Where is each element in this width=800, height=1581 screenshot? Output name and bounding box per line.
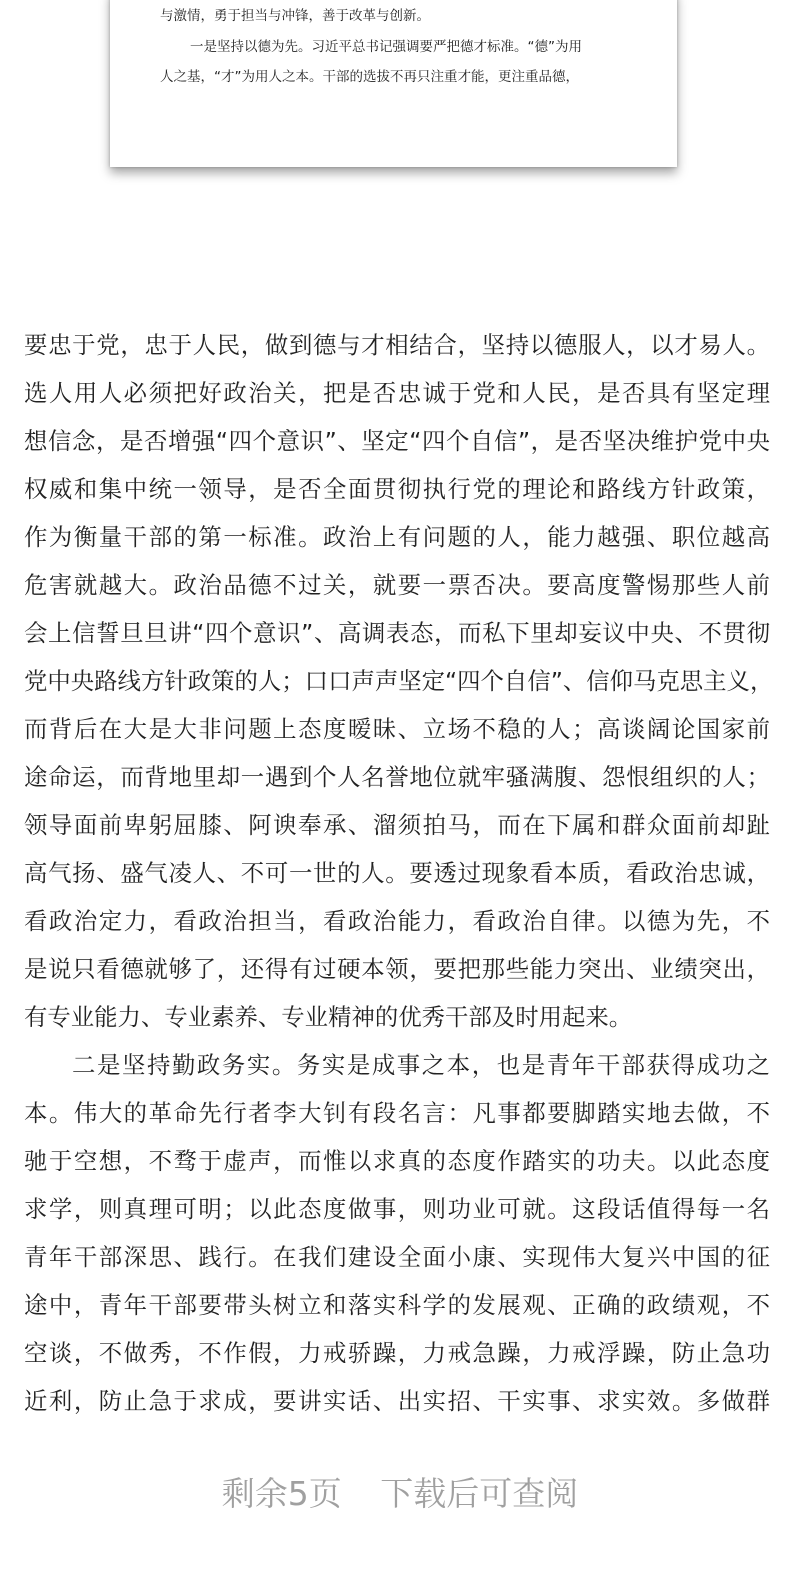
paragraph-line: 近利，防止急于求成，要讲实话、出实招、干实事、求实效。多做群	[24, 1387, 770, 1415]
paragraph-line: 要忠于党，忠于人民，做到德与才相结合，坚持以德服人，以才易人。	[24, 331, 770, 359]
paragraph-line: 空谈，不做秀，不作假，力戒骄躁，力戒急躁，力戒浮躁，防止急功	[24, 1339, 770, 1367]
paragraph-line: 危害就越大。政治品德不过关，就要一票否决。要高度警惕那些人前	[24, 571, 770, 599]
preview-line: 一是坚持以德为先。习近平总书记强调要严把德才标准。“德”为用	[190, 39, 582, 55]
paragraph-line: 领导面前卑躬屈膝、阿谀奉承、溜须拍马，而在下属和群众面前却趾	[24, 811, 770, 839]
paragraph-line: 本。伟大的革命先行者李大钊有段名言：凡事都要脚踏实地去做，不	[24, 1099, 770, 1127]
paragraph-line: 途中，青年干部要带头树立和落实科学的发展观、正确的政绩观，不	[24, 1291, 770, 1319]
paragraph-line: 会上信誓旦旦讲“四个意识”、高调表态，而私下里却妄议中央、不贯彻	[24, 619, 770, 647]
remaining-pages-label[interactable]: 剩余5页	[221, 1474, 342, 1513]
paragraph-line: 是说只看德就够了，还得有过硬本领，要把那些能力突出、业绩突出，	[24, 955, 770, 983]
paragraph-line: 途命运，而背地里却一遇到个人名誉地位就牢骚满腹、怨恨组织的人；	[24, 763, 770, 791]
paragraph-line: 权威和集中统一领导，是否全面贯彻执行党的理论和路线方针政策，	[24, 475, 770, 503]
paragraph-line: 想信念，是否增强“四个意识”、坚定“四个自信”，是否坚决维护党中央	[24, 427, 770, 455]
paragraph-line: 二是坚持勤政务实。务实是成事之本，也是青年干部获得成功之	[72, 1051, 770, 1079]
paragraph-line: 选人用人必须把好政治关，把是否忠诚于党和人民，是否具有坚定理	[24, 379, 770, 407]
download-prompt[interactable]	[0, 1468, 800, 1515]
paragraph-line: 党中央路线方针政策的人；口口声声坚定“四个自信”、信仰马克思主义，	[24, 667, 774, 695]
document-preview-card	[110, 0, 677, 167]
paragraph-line: 有专业能力、专业素养、专业精神的优秀干部及时用起来。	[24, 1003, 633, 1031]
preview-line: 人之基，“才”为用人之本。干部的选拔不再只注重才能，更注重品德，	[160, 69, 579, 85]
paragraph-line: 驰于空想，不骛于虚声，而惟以求真的态度作踏实的功夫。以此态度	[24, 1147, 770, 1175]
paragraph-line: 求学，则真理可明；以此态度做事，则功业可就。这段话值得每一名	[24, 1195, 770, 1223]
paragraph-line: 青年干部深思、践行。在我们建设全面小康、实现伟大复兴中国的征	[24, 1243, 770, 1271]
paragraph-line: 高气扬、盛气凌人、不可一世的人。要透过现象看本质，看政治忠诚，	[24, 859, 770, 887]
paragraph-line: 而背后在大是大非问题上态度暧昧、立场不稳的人；高谈阔论国家前	[24, 715, 770, 743]
paragraph-line: 作为衡量干部的第一标准。政治上有问题的人，能力越强、职位越高	[24, 523, 770, 551]
preview-line: 与激情，勇于担当与冲锋，善于改革与创新。	[160, 8, 430, 24]
paragraph-line: 看政治定力，看政治担当，看政治能力，看政治自律。以德为先，不	[24, 907, 770, 935]
download-hint-label[interactable]: 下载后可查阅	[380, 1474, 579, 1513]
document-body	[24, 326, 774, 1430]
